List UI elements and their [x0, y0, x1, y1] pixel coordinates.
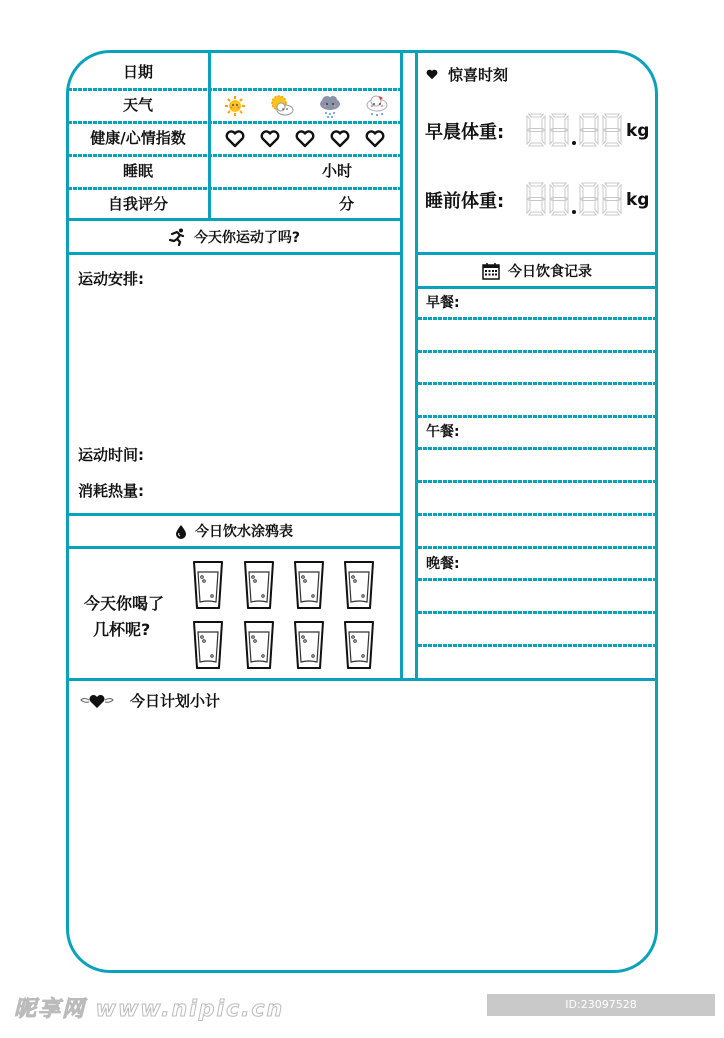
decimal-point: [572, 210, 576, 214]
plan-header: [80, 690, 220, 711]
night-weight-label: 睡前体重:: [425, 191, 505, 212]
water-header-bottom-line: [68, 546, 402, 549]
water-cup-icon[interactable]: [293, 620, 325, 670]
table-bottom-line: [68, 218, 402, 221]
diet-header-title: 今日饮食记录: [508, 263, 592, 280]
decimal-point: [572, 141, 576, 145]
meal-line: [418, 480, 656, 483]
seven-seg-digit: [579, 182, 599, 216]
water-header-title: 今日饮水涂鸦表: [195, 524, 293, 540]
exercise-time-label: 运动时间:: [78, 446, 144, 464]
score-unit: 分: [339, 195, 355, 213]
meal-line: [418, 415, 656, 418]
water-prompt-line1: 今天你喝了: [84, 594, 165, 613]
heart-outline-icon[interactable]: [365, 130, 385, 148]
meal-line: [418, 447, 656, 450]
label-date: 日期: [122, 63, 153, 81]
exercise-header-bottom-line: [68, 252, 402, 255]
watermark-right: ID:23097528 NO:20230505190559943103: [487, 994, 715, 1016]
heart-icon: [426, 69, 438, 80]
row-separator: [68, 187, 400, 190]
label-self-score: 自我评分: [107, 195, 168, 213]
plan-header-title: 今日计划小计: [130, 692, 221, 710]
surprise-header-title: 惊喜时刻: [448, 66, 509, 84]
water-cup-icon[interactable]: [243, 560, 275, 610]
morning-weight-display[interactable]: [526, 113, 625, 147]
health-hearts: [212, 126, 398, 152]
morning-weight-unit: kg: [626, 121, 650, 141]
snow-cloud-icon[interactable]: [365, 94, 389, 118]
exercise-header: [68, 222, 400, 252]
water-cups-grid: [188, 560, 388, 672]
water-cup-icon[interactable]: [293, 560, 325, 610]
water-drop-icon: [175, 524, 187, 539]
exercise-plan-field[interactable]: [78, 292, 394, 432]
meal-line: [418, 382, 656, 385]
sunny-icon[interactable]: [224, 95, 246, 117]
heart-outline-icon[interactable]: [295, 130, 315, 148]
watermark-left: 昵享网 www.nipic.cn: [14, 997, 285, 1022]
water-header: [68, 516, 400, 546]
calories-label: 消耗热量:: [78, 482, 144, 500]
water-cup-icon[interactable]: [243, 620, 275, 670]
diet-header: [418, 255, 656, 286]
heart-outline-icon[interactable]: [225, 130, 245, 148]
seven-seg-digit: [579, 113, 599, 147]
label-health-mood: 健康/心情指数: [90, 129, 186, 147]
meal-line: [418, 546, 656, 549]
seven-seg-digit: [602, 113, 622, 147]
calendar-icon: [482, 262, 500, 280]
date-field[interactable]: [212, 53, 398, 87]
water-cup-icon[interactable]: [192, 620, 224, 670]
night-weight-unit: kg: [626, 190, 650, 210]
water-cup-icon[interactable]: [343, 620, 375, 670]
plan-notes-area[interactable]: [80, 720, 644, 960]
meal-line: [418, 317, 656, 320]
meal-line: [418, 350, 656, 353]
night-weight-display[interactable]: [526, 182, 625, 216]
heart-outline-icon[interactable]: [330, 130, 350, 148]
row-separator: [68, 88, 400, 91]
row-separator: [68, 154, 400, 157]
surprise-header: [426, 64, 508, 85]
partly-cloudy-icon[interactable]: [269, 94, 295, 118]
dinner-label: 晚餐:: [426, 556, 460, 572]
seven-seg-digit: [526, 182, 546, 216]
running-person-icon: [168, 228, 186, 246]
meal-line: [418, 513, 656, 516]
rain-cloud-icon[interactable]: [318, 94, 342, 118]
water-cup-icon[interactable]: [192, 560, 224, 610]
meal-line: [418, 578, 656, 581]
heart-outline-icon[interactable]: [260, 130, 280, 148]
plan-top-line: [68, 678, 657, 681]
seven-seg-digit: [526, 113, 546, 147]
row-separator: [68, 121, 400, 124]
meal-line: [418, 611, 656, 614]
morning-weight-label: 早晨体重:: [425, 122, 505, 143]
weather-options: [212, 92, 398, 120]
exercise-plan-label: 运动安排:: [78, 270, 144, 288]
meal-line: [418, 644, 656, 647]
breakfast-label: 早餐:: [426, 295, 460, 311]
vertical-divider-center-a: [400, 51, 403, 679]
exercise-header-title: 今天你运动了吗?: [193, 230, 301, 246]
vertical-divider-left: [208, 51, 211, 219]
vertical-divider-center-b: [415, 51, 418, 679]
seven-seg-digit: [602, 182, 622, 216]
seven-seg-digit: [549, 182, 569, 216]
water-cup-icon[interactable]: [343, 560, 375, 610]
lunch-label: 午餐:: [426, 424, 460, 440]
diet-header-bottom-line: [416, 286, 657, 289]
seven-seg-digit: [549, 113, 569, 147]
label-sleep: 睡眠: [122, 162, 153, 180]
water-prompt-line2: 几杯呢?: [93, 620, 151, 639]
label-weather: 天气: [122, 96, 153, 114]
sleep-unit: 小时: [322, 162, 353, 180]
winged-heart-icon: [80, 693, 114, 709]
